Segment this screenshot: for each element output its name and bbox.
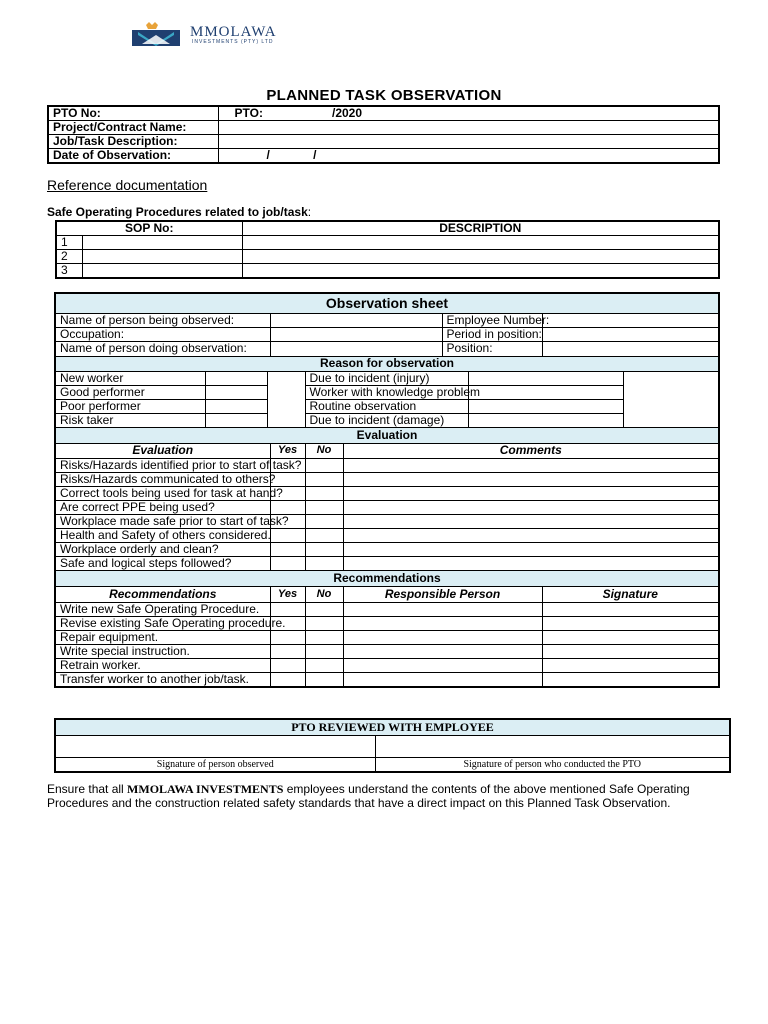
rec-yes-cell[interactable] <box>270 672 305 687</box>
reason-right-item: Due to incident (damage) <box>305 413 468 427</box>
eval-comment-cell[interactable] <box>343 528 719 542</box>
pto-label: PTO: <box>218 106 318 121</box>
recommendation-item: Repair equipment. <box>55 630 270 644</box>
eval-comment-cell[interactable] <box>343 542 719 556</box>
signature-observed-field[interactable] <box>55 735 375 757</box>
sop-no-cell[interactable] <box>82 250 242 264</box>
header-info-table <box>47 105 720 164</box>
rec-yes-cell[interactable] <box>270 644 305 658</box>
reason-left-checkbox[interactable] <box>205 385 267 399</box>
eval-no-cell[interactable] <box>305 458 343 472</box>
footer-company: MMOLAWA INVESTMENTS <box>127 782 284 796</box>
recommendations-col-header: Recommendations <box>55 586 270 602</box>
footer-paragraph <box>47 782 727 810</box>
eval-comment-cell[interactable] <box>343 486 719 500</box>
comments-col-header: Comments <box>343 443 719 458</box>
occupation-label: Occupation: <box>55 327 270 341</box>
sop-table <box>55 220 720 279</box>
reason-left-item: New worker <box>55 371 205 385</box>
evaluation-section-title: Evaluation <box>55 427 719 443</box>
evaluation-item: Safe and logical steps followed? <box>55 556 270 570</box>
eval-yes-cell[interactable] <box>270 556 305 570</box>
recommendations-section-title: Recommendations <box>55 570 719 586</box>
rec-yes-cell[interactable] <box>270 658 305 672</box>
sop-desc-cell[interactable] <box>242 264 719 279</box>
eval-no-cell[interactable] <box>305 542 343 556</box>
eval-no-cell[interactable] <box>305 528 343 542</box>
rec-no-cell[interactable] <box>305 630 343 644</box>
rec-no-cell[interactable] <box>305 658 343 672</box>
sop-no-cell[interactable] <box>82 236 242 250</box>
rec-no-cell[interactable] <box>305 644 343 658</box>
job-field[interactable] <box>218 135 719 149</box>
page-title: PLANNED TASK OBSERVATION <box>266 87 502 104</box>
evaluation-item: Risks/Hazards identified prior to start of task? <box>55 458 270 472</box>
pto-no-label: PTO No: <box>48 106 218 121</box>
reason-right-checkbox[interactable] <box>468 399 623 413</box>
sop-row-number: 3 <box>56 264 82 279</box>
recommendation-item: Retrain worker. <box>55 658 270 672</box>
period-field[interactable] <box>542 327 719 341</box>
signature-observed-label: Signature of person observed <box>55 757 375 772</box>
sop-desc-cell[interactable] <box>242 250 719 264</box>
eval-no-cell[interactable] <box>305 556 343 570</box>
review-title: PTO REVIEWED WITH EMPLOYEE <box>55 719 730 735</box>
name-observed-label: Name of person being observed: <box>55 313 270 327</box>
recommendation-item: Revise existing Safe Operating procedure. <box>55 616 270 630</box>
eval-comment-cell[interactable] <box>343 458 719 472</box>
eval-no-cell[interactable] <box>305 514 343 528</box>
responsible-cell[interactable] <box>343 672 542 687</box>
recommendation-item: Transfer worker to another job/task. <box>55 672 270 687</box>
reason-left-checkbox[interactable] <box>205 413 267 427</box>
rec-no-cell[interactable] <box>305 602 343 616</box>
desc-col-header: DESCRIPTION <box>242 221 719 236</box>
responsible-col-header: Responsible Person <box>343 586 542 602</box>
sop-intro-text: Safe Operating Procedures related to job/task <box>47 205 308 219</box>
reason-right-checkbox[interactable] <box>468 385 623 399</box>
eval-comment-cell[interactable] <box>343 514 719 528</box>
sop-desc-cell[interactable] <box>242 236 719 250</box>
rec-yes-col-header: Yes <box>270 586 305 602</box>
project-field[interactable] <box>218 121 719 135</box>
employee-number-field[interactable] <box>542 313 719 327</box>
reason-left-item: Good performer <box>55 385 205 399</box>
reason-section-title: Reason for observation <box>55 356 719 371</box>
rec-no-cell[interactable] <box>305 672 343 687</box>
reason-left-checkbox[interactable] <box>205 371 267 385</box>
reason-right-item: Due to incident (injury) <box>305 371 468 385</box>
rec-yes-cell[interactable] <box>270 630 305 644</box>
rec-no-cell[interactable] <box>305 616 343 630</box>
project-label: Project/Contract Name: <box>48 121 218 135</box>
sop-row-number: 1 <box>56 236 82 250</box>
recommendation-item: Write new Safe Operating Procedure. <box>55 602 270 616</box>
pto-year[interactable]: /2020 <box>318 106 719 121</box>
position-field[interactable] <box>542 341 719 356</box>
period-label: Period in position: <box>442 327 542 341</box>
logo-name: MMOLAWA <box>190 24 277 40</box>
reason-right-checkbox[interactable] <box>468 413 623 427</box>
eval-yes-cell[interactable] <box>270 528 305 542</box>
employee-number-label: Employee Number: <box>442 313 542 327</box>
evaluation-item: Correct tools being used for task at hand? <box>55 486 270 500</box>
responsible-cell[interactable] <box>343 616 542 630</box>
company-logo <box>132 22 332 48</box>
observation-sheet-title: Observation sheet <box>55 293 719 313</box>
reason-spacer <box>267 371 305 427</box>
signature-cell[interactable] <box>542 644 719 658</box>
eval-no-cell[interactable] <box>305 500 343 514</box>
signature-col-header: Signature <box>542 586 719 602</box>
occupation-field[interactable] <box>270 327 442 341</box>
responsible-cell[interactable] <box>343 602 542 616</box>
reason-left-item: Poor performer <box>55 399 205 413</box>
signature-conductor-label: Signature of person who conducted the PTO <box>375 757 730 772</box>
rec-no-col-header: No <box>305 586 343 602</box>
logo-subtitle: INVESTMENTS (PTY) LTD <box>192 39 274 45</box>
sop-col-header: SOP No: <box>56 221 242 236</box>
position-label: Position: <box>442 341 542 356</box>
reason-right-spacer <box>623 371 719 427</box>
reason-right-item: Routine observation <box>305 399 468 413</box>
name-observer-label: Name of person doing observation: <box>55 341 270 356</box>
logo-mark-icon <box>132 22 184 48</box>
signature-cell[interactable] <box>542 602 719 616</box>
evaluation-item: Are correct PPE being used? <box>55 500 270 514</box>
signature-conductor-field[interactable] <box>375 735 730 757</box>
eval-yes-cell[interactable] <box>270 542 305 556</box>
eval-yes-cell[interactable] <box>270 472 305 486</box>
reason-right-checkbox[interactable] <box>468 371 623 385</box>
footer-post: employees understand the contents of the above mentioned Safe Operating Procedures and the construction related safety standards that have a direct impact on this Planned Task Observation. <box>47 782 690 810</box>
name-observed-field[interactable] <box>270 313 442 327</box>
reason-right-item: Worker with knowledge problem <box>305 385 468 399</box>
job-label: Job/Task Description: <box>48 135 218 149</box>
eval-yes-cell[interactable] <box>270 500 305 514</box>
date-label: Date of Observation: <box>48 149 218 164</box>
sop-intro-colon: : <box>307 205 312 219</box>
sop-row-number: 2 <box>56 250 82 264</box>
eval-comment-cell[interactable] <box>343 500 719 514</box>
recommendation-item: Write special instruction. <box>55 644 270 658</box>
responsible-cell[interactable] <box>343 644 542 658</box>
rec-yes-cell[interactable] <box>270 602 305 616</box>
signature-cell[interactable] <box>542 630 719 644</box>
observation-table <box>54 292 720 688</box>
sop-no-cell[interactable] <box>82 264 242 279</box>
eval-comment-cell[interactable] <box>343 556 719 570</box>
review-table <box>54 718 731 773</box>
evaluation-col-header: Evaluation <box>55 443 270 458</box>
evaluation-item: Workplace orderly and clean? <box>55 542 270 556</box>
eval-no-cell[interactable] <box>305 472 343 486</box>
sop-intro <box>47 205 311 219</box>
responsible-cell[interactable] <box>343 630 542 644</box>
evaluation-item: Risks/Hazards communicated to others? <box>55 472 270 486</box>
reason-left-item: Risk taker <box>55 413 205 427</box>
name-observer-field[interactable] <box>270 341 442 356</box>
eval-comment-cell[interactable] <box>343 472 719 486</box>
responsible-cell[interactable] <box>343 658 542 672</box>
yes-col-header: Yes <box>270 443 305 458</box>
no-col-header: No <box>305 443 343 458</box>
evaluation-item: Health and Safety of others considered. <box>55 528 270 542</box>
signature-cell[interactable] <box>542 672 719 687</box>
signature-cell[interactable] <box>542 616 719 630</box>
reason-left-checkbox[interactable] <box>205 399 267 413</box>
evaluation-item: Workplace made safe prior to start of task? <box>55 514 270 528</box>
signature-cell[interactable] <box>542 658 719 672</box>
reference-heading: Reference documentation <box>47 177 208 193</box>
eval-no-cell[interactable] <box>305 486 343 500</box>
date-field[interactable]: / / <box>218 149 719 164</box>
footer-pre: Ensure that all <box>47 782 128 796</box>
